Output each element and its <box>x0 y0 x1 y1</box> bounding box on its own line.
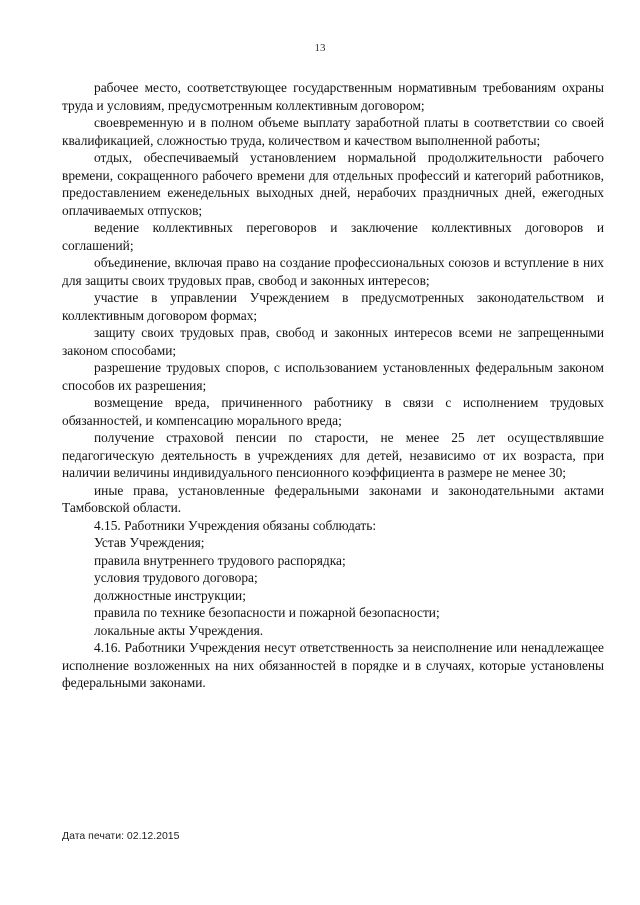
section-heading: 4.15. Работники Учреждения обязаны соблюдать: <box>94 517 377 533</box>
print-date-footer: Дата печати: 02.12.2015 <box>62 830 180 842</box>
paragraph: объединение, включая право на создание профессиональных союзов и вступление в них для защиты своих трудовых прав, свобод и законных интересов; <box>62 255 604 288</box>
paragraph: разрешение трудовых споров, с использованием установленных федеральным законом способов их разрешения; <box>62 360 604 393</box>
list-item: Устав Учреждения; <box>94 535 205 550</box>
paragraph: защиту своих трудовых прав, свобод и законных интересов всеми не запрещенными законом способами; <box>62 325 604 358</box>
paragraph: участие в управлении Учреждением в предусмотренных законодательством и коллективным договором формах; <box>62 290 604 323</box>
page-number: 13 <box>314 42 326 54</box>
list-item: правила внутреннего трудового распорядка; <box>94 552 346 568</box>
list-item: условия трудового договора; <box>94 570 258 585</box>
paragraph: 4.16. Работники Учреждения несут ответственность за неисполнение или ненадлежащее исполнение возложенных на них обязанностей в порядке и в случаях, которые установлены федеральными законами. <box>62 640 604 690</box>
paragraph: рабочее место, соответствующее государственным нормативным требованиям охраны труда и условиям, предусмотренным коллективным договором; <box>62 80 604 113</box>
list-item: локальные акты Учреждения. <box>94 622 264 638</box>
list-item: должностные инструкции; <box>94 587 246 603</box>
paragraph: возмещение вреда, причиненного работнику в связи с исполнением трудовых обязанностей, и компенсацию морального вреда; <box>62 395 604 428</box>
paragraph: своевременную и в полном объеме выплату заработной платы в соответствии со своей квалификацией, сложностью труда, количеством и качеством выполненной работы; <box>62 115 604 148</box>
paragraph: получение страховой пенсии по старости, не менее 25 лет осуществлявшие педагогическую деятельность в учреждениях для детей, независимо от их возраста, при наличии величины индивидуального пенсионного коэффициента в размере не менее 30; <box>62 430 604 480</box>
document-body <box>62 79 604 692</box>
paragraph: иные права, установленные федеральными законами и законодательными актами Тамбовской области. <box>62 482 604 515</box>
paragraph: отдых, обеспечиваемый установлением нормальной продолжительности рабочего времени, сокращенного рабочего времени для отдельных профессий и категорий работников, предоставлением еженедельных выходных дней, нерабочих праздничных дней, ежегодных оплачиваемых отпусков; <box>62 150 604 218</box>
list-item: правила по технике безопасности и пожарной безопасности; <box>94 605 440 620</box>
paragraph: ведение коллективных переговоров и заключение коллективных договоров и соглашений; <box>62 220 604 253</box>
